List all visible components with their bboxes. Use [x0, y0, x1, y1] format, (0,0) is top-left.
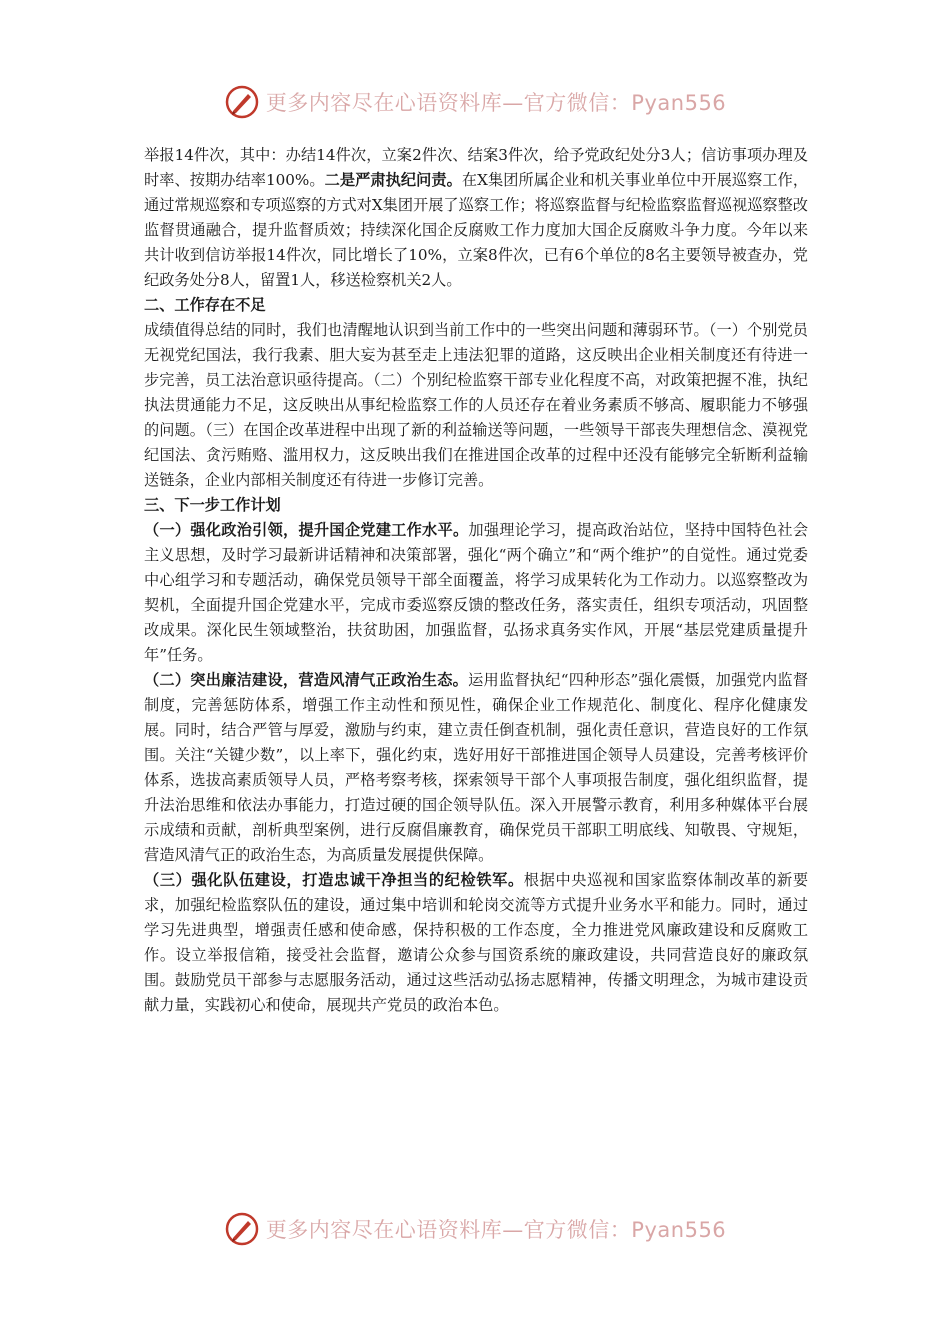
footer-banner: [0, 1207, 950, 1251]
section-heading-3: 三、下一步工作计划: [144, 496, 281, 514]
p1-rest-text: 在X集团所属企业和机关事业单位中开展巡察工作，通过常规巡察和专项巡察的方式对X集团开展了巡察工作；将巡察监督与纪检监察监督巡视巡察整改监督贯通融合，提升监督质效；持续深化国企反腐败工作力度加大国企反腐败斗争力度。今年以来共计收到信访举报14件次，同比增长了10%，立案8件次，已有6个单位的8名主要领导被查办，党纪政务处分8人，留置1人，移送检察机关2人。: [144, 171, 809, 289]
header-banner: [0, 80, 950, 124]
document-body: [144, 143, 808, 1018]
subsection-3-text: 根据中央巡视和国家监察体制改革的新要求，加强纪检监察队伍的建设，通过集中培训和轮岗交流等方式提升业务水平和能力。同时，通过学习先进典型，增强责任感和使命感，保持积极的工作态度，全力推进党风廉政建设和反腐败工作。设立举报信箱，接受社会监督，邀请公众参与国资系统的廉政建设，共同营造良好的廉政氛围。鼓励党员干部参与志愿服务活动，通过这些活动弘扬志愿精神，传播文明理念，为城市建设贡献力量，实践初心和使命，展现共产党员的政治本色。: [144, 871, 809, 1014]
subsection-2-text: 运用监督执纪“四种形态”强化震慑，加强党内监督制度，完善惩防体系，增强工作主动性和预见性，确保企业工作规范化、制度化、程序化健康发展。同时，结合严管与厚爱，激励与约束，建立责任倒查机制，强化责任意识，营造良好的工作氛围。关注“关键少数”，以上率下，强化约束，选好用好干部推进国企领导人员建设，完善考核评价体系，选拔高素质领导人员，严格考察考核，探索领导干部个人事项报告制度，强化组织监督，提升法治思维和依法办事能力，打造过硬的国企领导队伍。深入开展警示教育，利用多种媒体平台展示成绩和贡献，剖析典型案例，进行反腐倡廉教育，确保党员干部职工明底线、知敬畏、守规矩，营造风清气正的政治生态，为高质量发展提供保障。: [144, 671, 809, 864]
subsection-1-text: 加强理论学习，提高政治站位，坚持中国特色社会主义思想，及时学习最新讲话精神和决策部署，强化“两个确立”和“两个维护”的自觉性。通过党委中心组学习和专题活动，确保党员领导干部全面覆盖，将学习成果转化为工作动力。以巡察整改为契机，全面提升国企党建水平，完成市委巡察反馈的整改任务，落实责任，组织专项活动，巩固整改成果。深化民生领域整治，扶贫助困，加强监督，弘扬求真务实作风，开展“基层党建质量提升年”任务。: [144, 521, 809, 664]
subsection-2: [144, 668, 808, 868]
subsection-3: [144, 868, 808, 1018]
pen-circle-logo-icon: [224, 84, 260, 120]
subsection-3-title: （三）强化队伍建设，打造忠诚干净担当的纪检铁军。: [144, 871, 524, 889]
paragraph-2: 成绩值得总结的同时，我们也清醒地认识到当前工作中的一些突出问题和薄弱环节。（一）个别党员无视党纪国法，我行我素、胆大妄为甚至走上违法犯罪的道路，这反映出企业相关制度还有待进一步完善，员工法治意识亟待提高。（二）个别纪检监察干部专业化程度不高，对政策把握不准，执纪执法贯通能力不足，这反映出从事纪检监察工作的人员还存在着业务素质不够高、履职能力不够强的问题。（三）在国企改革进程中出现了新的利益输送等问题，一些领导干部丧失理想信念、漠视党纪国法、贪污贿赂、滥用权力，这反映出我们在推进国企改革的过程中还没有能够完全斩断利益输送链条，企业内部相关制度还有待进一步修订完善。: [144, 321, 808, 489]
paragraph-1: [144, 143, 808, 293]
pen-circle-logo-icon: [224, 1211, 260, 1247]
subsection-1: [144, 518, 808, 668]
subsection-2-title: （二）突出廉洁建设，营造风清气正政治生态。: [144, 671, 469, 689]
banner-text: 更多内容尽在心语资料库—官方微信：Pyan556: [265, 91, 727, 115]
p1-bold-lead: 二是严肃执纪问责。: [324, 171, 462, 189]
section-heading-2: 二、工作存在不足: [144, 296, 266, 314]
p1-text: 举报14件次，其中：办结14件次，立案2件次、结案3件次，给予党政纪处分3人；信访事项办理及时率、按期办结率100%。: [144, 146, 808, 189]
subsection-1-title: （一）强化政治引领，提升国企党建工作水平。: [144, 521, 469, 539]
banner-text: 更多内容尽在心语资料库—官方微信：Pyan556: [265, 1218, 727, 1242]
